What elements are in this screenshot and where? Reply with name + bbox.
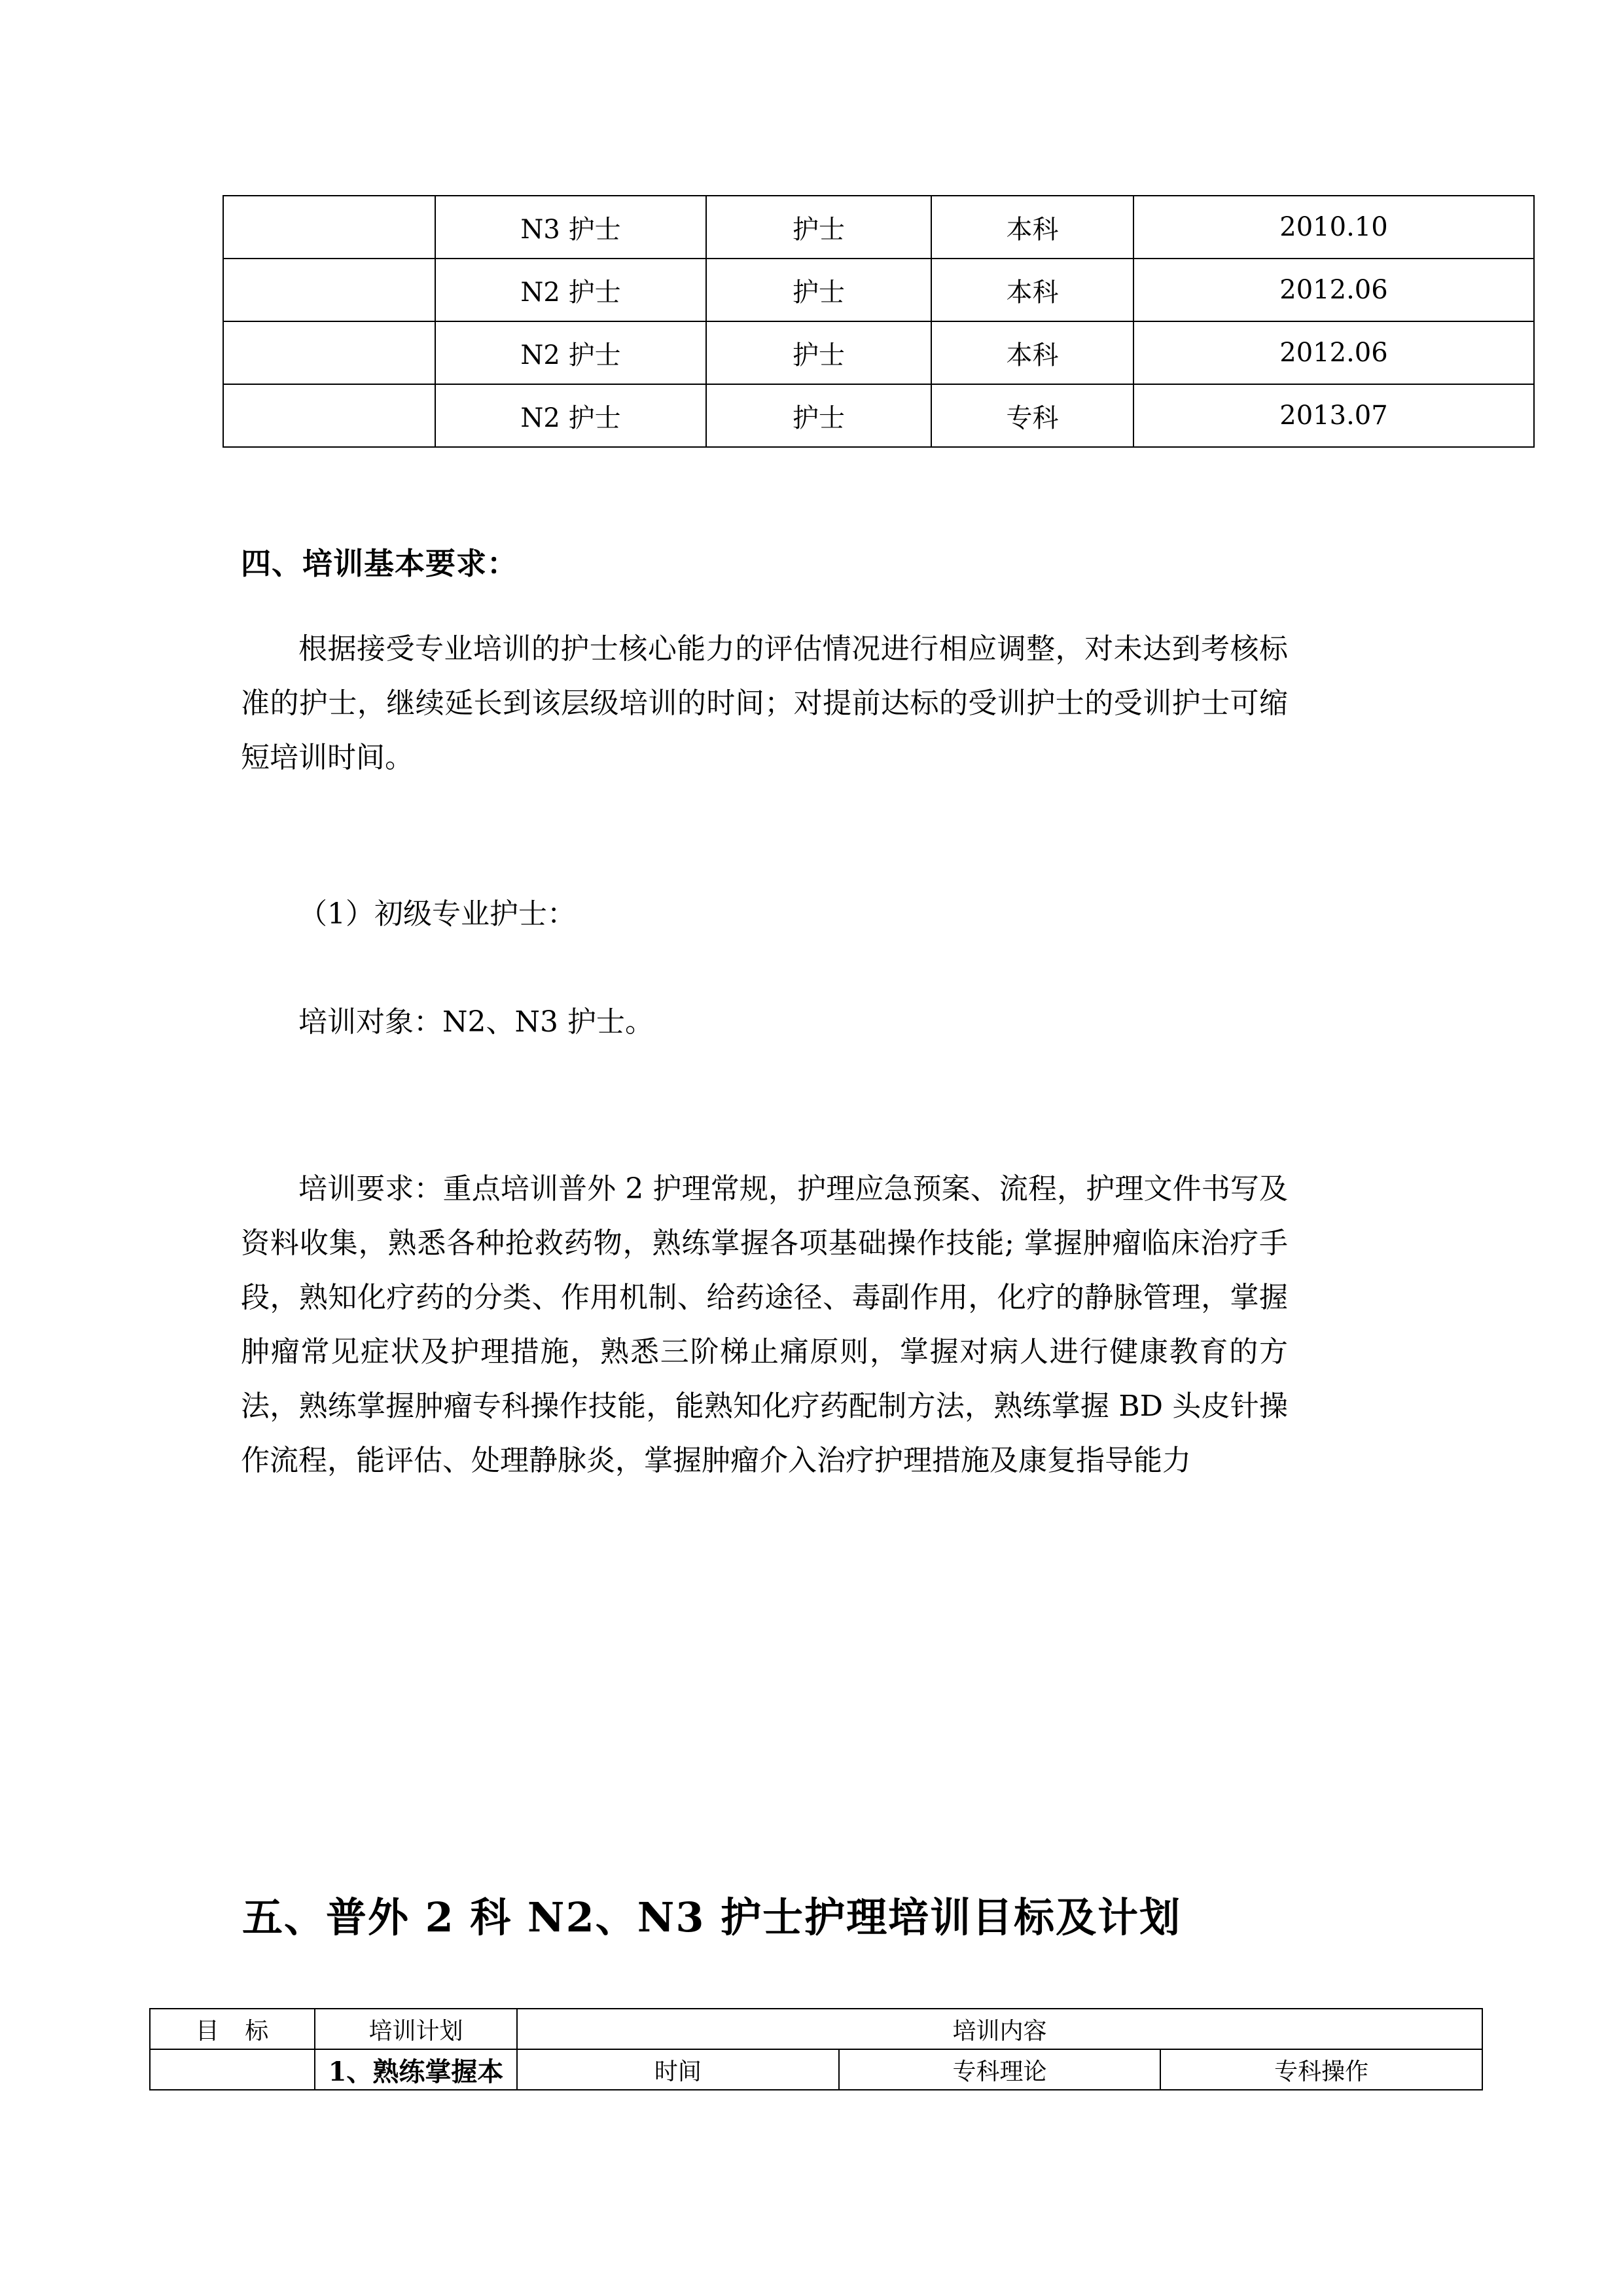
cell-education: 本科 bbox=[931, 321, 1133, 384]
cell-level: N2 护士 bbox=[435, 384, 706, 447]
table-header-row bbox=[150, 2009, 1482, 2049]
cell-blank bbox=[223, 321, 435, 384]
cell-blank bbox=[223, 259, 435, 321]
header-goal: 目 标 bbox=[150, 2009, 315, 2049]
cell-plan: 1、熟练掌握本 bbox=[315, 2049, 517, 2090]
cell-date: 2013.07 bbox=[1133, 384, 1534, 447]
header-plan: 培训计划 bbox=[315, 2009, 517, 2049]
section-heading-four: 四、培训基本要求： bbox=[241, 546, 518, 581]
paragraph-training-requirements-container bbox=[241, 1162, 1288, 1488]
cell-level: N3 护士 bbox=[435, 196, 706, 259]
table-row bbox=[223, 196, 1534, 259]
cell-education: 本科 bbox=[931, 259, 1133, 321]
paragraph-training-object: 培训对象：N2、N3 护士。 bbox=[298, 1005, 654, 1039]
training-plan-table bbox=[149, 2008, 1483, 2090]
cell-date: 2012.06 bbox=[1133, 259, 1534, 321]
training-plan-table-container bbox=[149, 2008, 1483, 2090]
paragraph-training-requirements: 培训要求：重点培训普外 2 护理常规，护理应急预案、流程，护理文件书写及资料收集，熟悉各种抢救药物，熟练掌握各项基础操作技能; 掌握肿瘤临床治疗手段，熟知化疗药的分类、作用机制、给药途径、毒副作用，化疗的静脉管理，掌握肿瘤常见症状及护理措施，熟悉三阶梯止痛原则，掌握对病人进行健康教育的方法，熟练掌握肿瘤专科操作技能，能熟知化疗药配制方法，熟练掌握 BD 头皮针操作流程，能评估、处理静脉炎，掌握肿瘤介入治疗护理措施及康复指导能力 bbox=[241, 1172, 1288, 1477]
paragraph-adjustment-container bbox=[241, 622, 1288, 785]
header-content: 培训内容 bbox=[517, 2009, 1482, 2049]
paragraph-primary-nurse-container bbox=[241, 887, 1288, 941]
cell-title: 护士 bbox=[706, 259, 931, 321]
cell-operation: 专科操作 bbox=[1160, 2049, 1482, 2090]
cell-time: 时间 bbox=[517, 2049, 839, 2090]
cell-blank bbox=[223, 384, 435, 447]
paragraph-primary-nurse: （1）初级专业护士： bbox=[298, 897, 576, 931]
paragraph-adjustment: 根据接受专业培训的护士核心能力的评估情况进行相应调整，对未达到考核标准的护士，继续延长到该层级培训的时间；对提前达标的受训护士的受训护士可缩短培训时间。 bbox=[241, 632, 1288, 774]
table-row bbox=[150, 2049, 1482, 2090]
cell-blank bbox=[223, 196, 435, 259]
cell-theory: 专科理论 bbox=[839, 2049, 1161, 2090]
staff-level-table-container bbox=[223, 195, 1520, 448]
cell-level: N2 护士 bbox=[435, 321, 706, 384]
cell-title: 护士 bbox=[706, 384, 931, 447]
section-heading-five: 五、普外 2 科 N2、N3 护士护理培训目标及计划 bbox=[242, 1893, 1182, 1941]
paragraph-training-object-container bbox=[241, 995, 1288, 1049]
table-row bbox=[223, 321, 1534, 384]
cell-title: 护士 bbox=[706, 196, 931, 259]
cell-goal bbox=[150, 2049, 315, 2090]
cell-date: 2010.10 bbox=[1133, 196, 1534, 259]
staff-level-table bbox=[223, 195, 1535, 448]
table-row bbox=[223, 259, 1534, 321]
cell-level: N2 护士 bbox=[435, 259, 706, 321]
cell-date: 2012.06 bbox=[1133, 321, 1534, 384]
cell-education: 专科 bbox=[931, 384, 1133, 447]
cell-education: 本科 bbox=[931, 196, 1133, 259]
table-row bbox=[223, 384, 1534, 447]
cell-title: 护士 bbox=[706, 321, 931, 384]
